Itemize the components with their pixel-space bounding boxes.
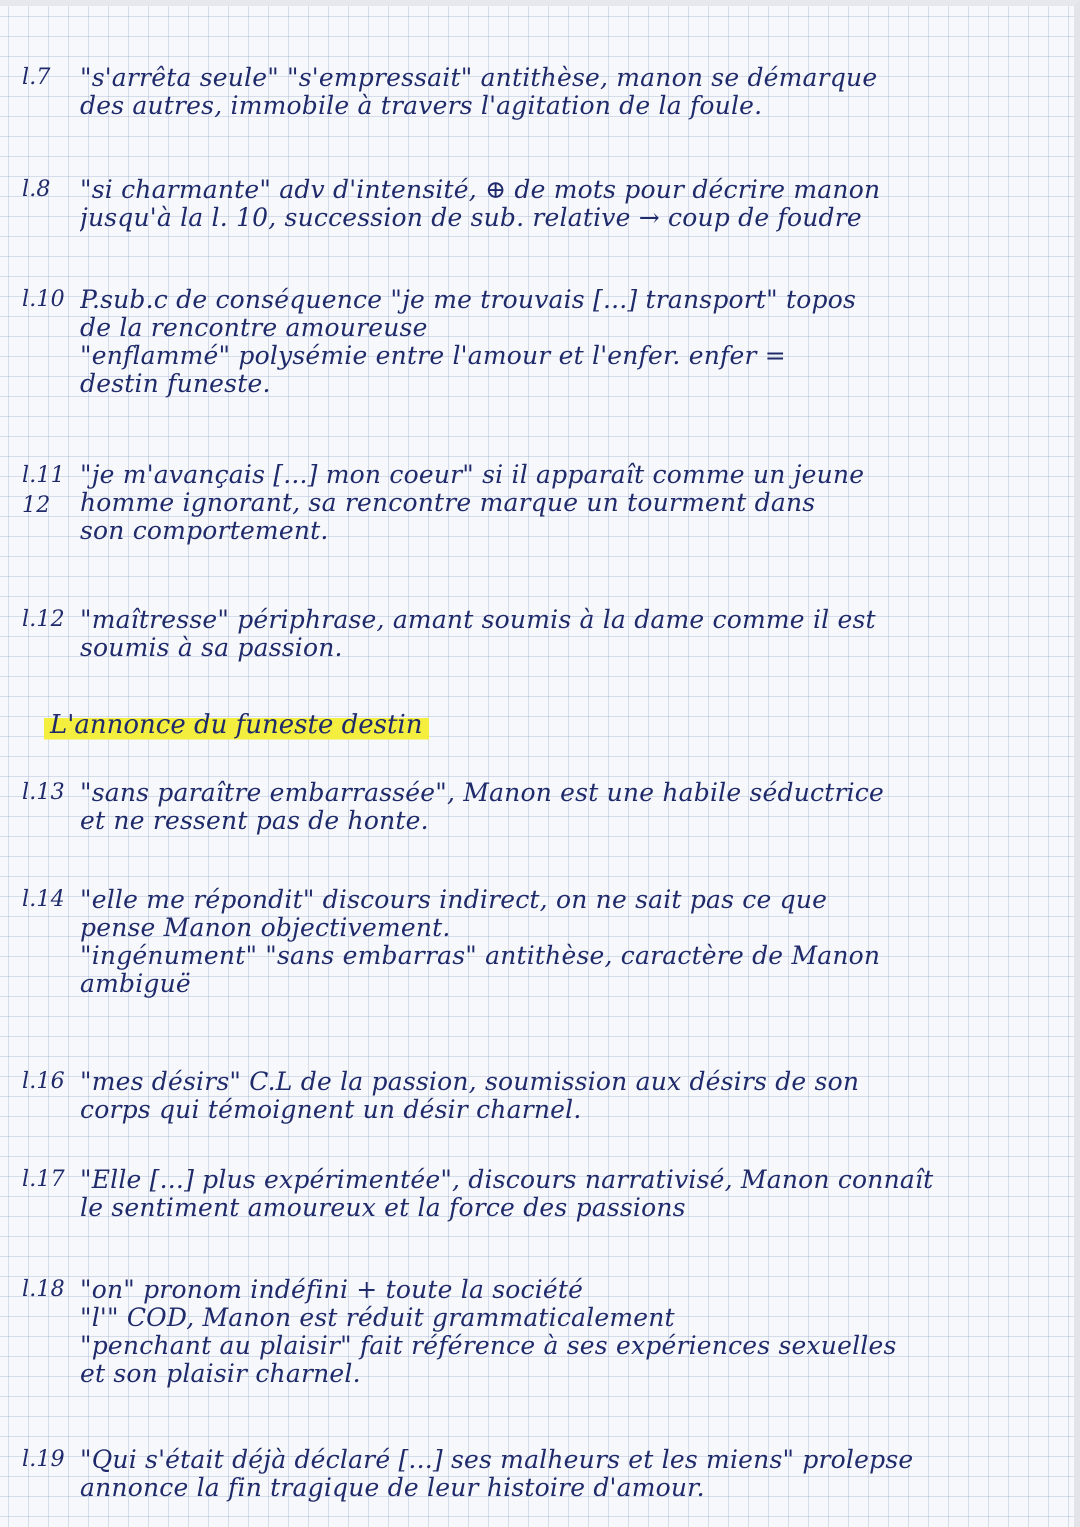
note-line: "enflammé" polysémie entre l'amour et l'enfer. enfer = (80, 342, 786, 370)
note-line: "maîtresse" périphrase, amant soumis à la dame comme il est (80, 606, 876, 634)
note-l11-12 (0, 461, 1060, 545)
line-reference: l.13 (22, 780, 65, 805)
note-l8 (0, 176, 1060, 232)
note-l14 (0, 886, 1060, 998)
note-line: ambiguë (80, 970, 191, 998)
note-line: "mes désirs" C.L de la passion, soumission aux désirs de son (80, 1068, 860, 1096)
note-line: jusqu'à la l. 10, succession de sub. relative → coup de foudre (80, 204, 862, 232)
note-line: et ne ressent pas de honte. (80, 807, 429, 835)
note-line: corps qui témoignent un désir charnel. (80, 1096, 582, 1124)
note-line: "Elle [...] plus expérimentée", discours narrativisé, Manon connaît (80, 1166, 934, 1194)
note-line: "on" pronom indéfini + toute la société (80, 1276, 584, 1304)
line-reference: l.10 (22, 287, 65, 312)
note-line: "sans paraître embarrassée", Manon est une habile séductrice (80, 779, 884, 807)
note-line: destin funeste. (80, 370, 271, 398)
note-l17 (0, 1166, 1060, 1222)
note-l10 (0, 286, 1060, 398)
note-line: son comportement. (80, 517, 329, 545)
note-line: annonce la fin tragique de leur histoire d'amour. (80, 1474, 705, 1502)
note-line: "Qui s'était déjà déclaré [...] ses malheurs et les miens" prolepse (80, 1446, 914, 1474)
note-line: homme ignorant, sa rencontre marque un tourment dans (80, 489, 816, 517)
note-l7 (0, 64, 1060, 120)
line-reference: l.11 12 (22, 463, 65, 518)
line-reference: l.17 (22, 1167, 65, 1192)
note-l13 (0, 779, 1060, 835)
line-reference: l.7 (22, 65, 51, 90)
note-line: et son plaisir charnel. (80, 1360, 361, 1388)
note-line: soumis à sa passion. (80, 634, 343, 662)
line-reference: l.14 (22, 887, 65, 912)
note-line: "l'" COD, Manon est réduit grammaticalement (80, 1304, 675, 1332)
note-line: "si charmante" adv d'intensité, ⊕ de mots pour décrire manon (80, 176, 881, 204)
note-line: P.sub.c de conséquence "je me trouvais [...] transport" topos (80, 286, 856, 314)
note-l18 (0, 1276, 1060, 1388)
line-reference: l.16 (22, 1069, 65, 1094)
note-l12 (0, 606, 1060, 662)
line-reference: l.19 (22, 1447, 65, 1472)
note-l19 (0, 1446, 1060, 1502)
line-reference: l.18 (22, 1277, 65, 1302)
note-line: des autres, immobile à travers l'agitation de la foule. (80, 92, 763, 120)
line-reference: l.12 (22, 607, 65, 632)
note-line: de la rencontre amoureuse (80, 314, 428, 342)
note-line: le sentiment amoureux et la force des passions (80, 1194, 686, 1222)
note-line: "ingénument" "sans embarras" antithèse, caractère de Manon (80, 942, 881, 970)
note-line: pense Manon objectivement. (80, 914, 451, 942)
note-line: "elle me répondit" discours indirect, on ne sait pas ce que (80, 886, 828, 914)
note-line: "penchant au plaisir" fait référence à ses expériences sexuelles (80, 1332, 897, 1360)
note-line: "s'arrêta seule" "s'empressait" antithèse, manon se démarque (80, 64, 878, 92)
note-line: "je m'avançais [...] mon coeur" si il apparaît comme un jeune (80, 461, 865, 489)
section-heading: L'annonce du funeste destin (44, 708, 429, 742)
note-l16 (0, 1068, 1060, 1124)
line-reference: l.8 (22, 177, 51, 202)
